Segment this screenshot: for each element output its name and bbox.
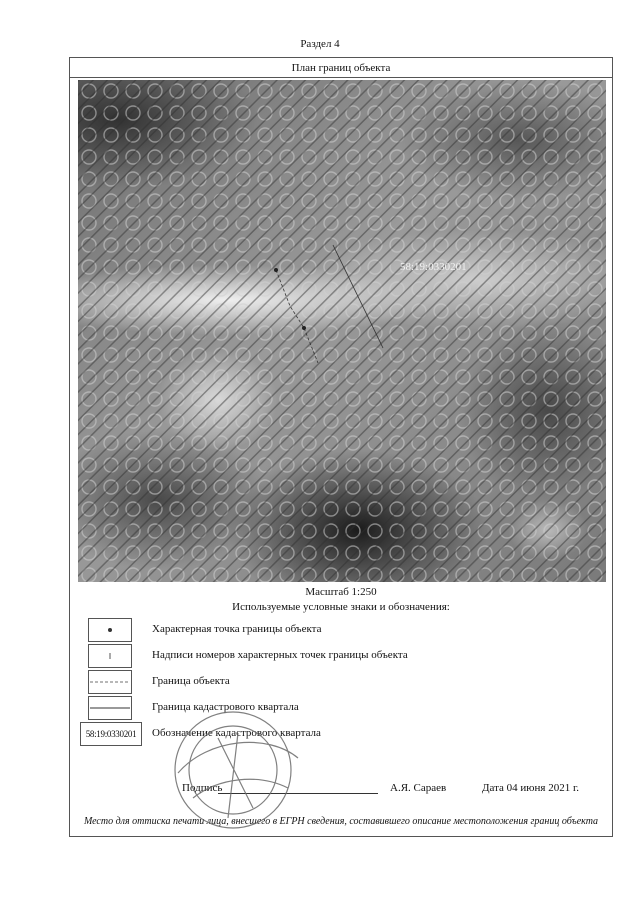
scale-label: Масштаб 1:250 (305, 586, 377, 598)
point-number-icon (88, 644, 132, 668)
map-svg (78, 80, 606, 582)
boundary-point-icon (88, 618, 132, 642)
legend-title: Используемые условные знаки и обозначения: (232, 601, 450, 613)
legend-item-text: Граница объекта (152, 675, 230, 687)
signature-label: Подпись (182, 782, 223, 794)
legend-item-text: Обозначение кадастрового квартала (152, 727, 321, 739)
plan-title: План границ объекта (70, 58, 612, 78)
object-boundary-line-icon (88, 670, 132, 694)
cadastral-block-label: 58:19:0330201 (400, 261, 467, 273)
seal-stamp (158, 678, 308, 858)
legend-item-text: Характерная точка границы объекта (152, 623, 322, 635)
signature-row (70, 778, 612, 798)
stamp-caption: Место для оттиска печати лица, внесшего в ЕГРН сведения, составившего описание местоположения границ объекта (83, 816, 599, 827)
plan-frame (69, 57, 613, 837)
legend-item-text: Граница кадастрового квартала (152, 701, 299, 713)
aerial-map[interactable] (78, 80, 606, 582)
signer-name: А.Я. Сараев (390, 782, 447, 794)
legend-item-text: Надписи номеров характерных точек границы объекта (152, 649, 408, 661)
cadastral-code-box (80, 722, 142, 746)
signature-date: Дата 04 июня 2021 г. (482, 782, 579, 794)
cadastral-code: 58:19:0330201 (85, 729, 137, 739)
cadastral-block-boundary-icon (88, 696, 132, 720)
section-title: Раздел 4 (300, 38, 340, 50)
